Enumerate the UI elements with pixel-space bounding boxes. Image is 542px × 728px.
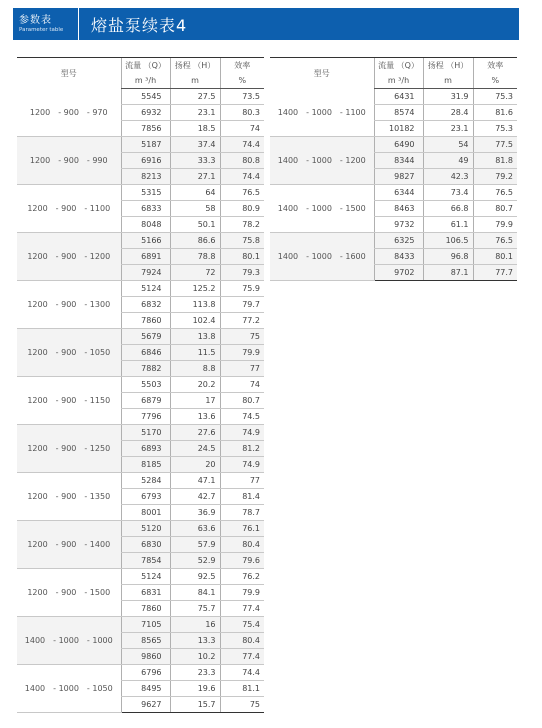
flow-cell: 6833 [121, 201, 170, 217]
flow-cell: 5503 [121, 377, 170, 393]
flow-cell: 6793 [121, 489, 170, 505]
head-cell: 72 [170, 265, 220, 281]
efficiency-cell: 80.8 [220, 153, 264, 169]
flow-cell: 5315 [121, 185, 170, 201]
flow-cell: 8048 [121, 217, 170, 233]
head-cell: 27.6 [170, 425, 220, 441]
efficiency-cell: 81.4 [220, 489, 264, 505]
flow-cell: 6891 [121, 249, 170, 265]
head-cell: 28.4 [423, 105, 473, 121]
efficiency-cell: 79.6 [220, 553, 264, 569]
model-cell: 1200 - 900 - 970 [17, 89, 121, 137]
model-cell: 1200 - 900 - 1100 [17, 185, 121, 233]
flow-cell: 7924 [121, 265, 170, 281]
head-cell: 23.1 [170, 105, 220, 121]
efficiency-cell: 80.7 [473, 201, 517, 217]
flow-cell: 6879 [121, 393, 170, 409]
head-cell: 27.1 [170, 169, 220, 185]
efficiency-cell: 75.3 [473, 121, 517, 137]
head-cell: 96.8 [423, 249, 473, 265]
col-header-eff: 效率 [220, 58, 264, 74]
head-cell: 31.9 [423, 89, 473, 105]
head-cell: 102.4 [170, 313, 220, 329]
head-cell: 47.1 [170, 473, 220, 489]
head-cell: 86.6 [170, 233, 220, 249]
head-cell: 49 [423, 153, 473, 169]
head-cell: 78.8 [170, 249, 220, 265]
flow-cell: 8213 [121, 169, 170, 185]
flow-cell: 6325 [374, 233, 423, 249]
head-cell: 61.1 [423, 217, 473, 233]
head-cell: 50.1 [170, 217, 220, 233]
table-body-right [270, 89, 517, 281]
table-row [17, 569, 264, 585]
section-tag [13, 8, 79, 40]
model-cell: 1400 - 1000 - 1600 [270, 233, 374, 281]
head-cell: 42.3 [423, 169, 473, 185]
flow-cell: 9860 [121, 649, 170, 665]
efficiency-cell: 79.3 [220, 265, 264, 281]
flow-cell: 6344 [374, 185, 423, 201]
col-unit-head: m [170, 73, 220, 89]
table-row [17, 233, 264, 249]
efficiency-cell: 75.8 [220, 233, 264, 249]
head-cell: 64 [170, 185, 220, 201]
efficiency-cell: 81.8 [473, 153, 517, 169]
efficiency-cell: 77.5 [473, 137, 517, 153]
head-cell: 15.7 [170, 697, 220, 713]
flow-cell: 8463 [374, 201, 423, 217]
efficiency-cell: 80.4 [220, 633, 264, 649]
model-cell: 1400 - 1000 - 1200 [270, 137, 374, 185]
flow-cell: 6832 [121, 297, 170, 313]
head-cell: 19.6 [170, 681, 220, 697]
head-cell: 92.5 [170, 569, 220, 585]
head-cell: 18.5 [170, 121, 220, 137]
head-cell: 33.3 [170, 153, 220, 169]
parameter-table-right [270, 57, 517, 281]
efficiency-cell: 75.4 [220, 617, 264, 633]
flow-cell: 6893 [121, 441, 170, 457]
head-cell: 63.6 [170, 521, 220, 537]
efficiency-cell: 81.1 [220, 681, 264, 697]
efficiency-cell: 79.7 [220, 297, 264, 313]
model-cell: 1200 - 900 - 1250 [17, 425, 121, 473]
model-cell: 1400 - 1000 - 1000 [17, 617, 121, 665]
table-row [17, 617, 264, 633]
col-header-model: 型号 [17, 58, 121, 89]
section-tag-cn: 参数表 [19, 14, 52, 26]
flow-cell: 10182 [374, 121, 423, 137]
head-cell: 27.5 [170, 89, 220, 105]
efficiency-cell: 74 [220, 377, 264, 393]
model-cell: 1200 - 900 - 1400 [17, 521, 121, 569]
efficiency-cell: 74.5 [220, 409, 264, 425]
efficiency-cell: 75 [220, 329, 264, 345]
flow-cell: 7105 [121, 617, 170, 633]
head-cell: 58 [170, 201, 220, 217]
model-cell: 1200 - 900 - 990 [17, 137, 121, 185]
flow-cell: 7860 [121, 313, 170, 329]
head-cell: 23.3 [170, 665, 220, 681]
efficiency-cell: 75.9 [220, 281, 264, 297]
flow-cell: 5679 [121, 329, 170, 345]
flow-cell: 9827 [374, 169, 423, 185]
col-header-eff: 效率 [473, 58, 517, 74]
flow-cell: 8185 [121, 457, 170, 473]
model-cell: 1200 - 900 - 1350 [17, 473, 121, 521]
head-cell: 42.7 [170, 489, 220, 505]
efficiency-cell: 80.3 [220, 105, 264, 121]
efficiency-cell: 79.2 [473, 169, 517, 185]
flow-cell: 6830 [121, 537, 170, 553]
table-row [17, 665, 264, 681]
flow-cell: 7854 [121, 553, 170, 569]
flow-cell: 7860 [121, 601, 170, 617]
table-row [17, 425, 264, 441]
efficiency-cell: 79.9 [220, 585, 264, 601]
head-cell: 13.8 [170, 329, 220, 345]
head-cell: 16 [170, 617, 220, 633]
col-header-flow: 流量 （Q） [121, 58, 170, 74]
efficiency-cell: 80.7 [220, 393, 264, 409]
head-cell: 10.2 [170, 649, 220, 665]
head-cell: 125.2 [170, 281, 220, 297]
efficiency-cell: 75 [220, 697, 264, 713]
head-cell: 52.9 [170, 553, 220, 569]
col-header-head: 扬程 （H） [170, 58, 220, 74]
efficiency-cell: 77.7 [473, 265, 517, 281]
model-cell: 1400 - 1000 - 1050 [17, 665, 121, 713]
efficiency-cell: 73.5 [220, 89, 264, 105]
flow-cell: 5545 [121, 89, 170, 105]
flow-cell: 9627 [121, 697, 170, 713]
efficiency-cell: 76.5 [473, 233, 517, 249]
table-row [270, 233, 517, 249]
flow-cell: 8001 [121, 505, 170, 521]
efficiency-cell: 74.4 [220, 665, 264, 681]
flow-cell: 7856 [121, 121, 170, 137]
head-cell: 36.9 [170, 505, 220, 521]
col-header-flow: 流量 （Q） [374, 58, 423, 74]
head-cell: 20 [170, 457, 220, 473]
flow-cell: 7796 [121, 409, 170, 425]
efficiency-cell: 78.2 [220, 217, 264, 233]
head-cell: 17 [170, 393, 220, 409]
table-row [17, 89, 264, 105]
flow-cell: 8574 [374, 105, 423, 121]
efficiency-cell: 77 [220, 473, 264, 489]
flow-cell: 7882 [121, 361, 170, 377]
head-cell: 66.8 [423, 201, 473, 217]
head-cell: 75.7 [170, 601, 220, 617]
table-row [17, 521, 264, 537]
efficiency-cell: 77.4 [220, 601, 264, 617]
head-cell: 37.4 [170, 137, 220, 153]
efficiency-cell: 74.4 [220, 137, 264, 153]
flow-cell: 9732 [374, 217, 423, 233]
head-cell: 106.5 [423, 233, 473, 249]
head-cell: 20.2 [170, 377, 220, 393]
table-row [17, 377, 264, 393]
model-cell: 1200 - 900 - 1300 [17, 281, 121, 329]
efficiency-cell: 76.5 [220, 185, 264, 201]
model-cell: 1200 - 900 - 1150 [17, 377, 121, 425]
page-title: 熔盐泵续表4 [91, 15, 188, 35]
efficiency-cell: 80.4 [220, 537, 264, 553]
flow-cell: 6846 [121, 345, 170, 361]
table-body-left [17, 89, 264, 713]
head-cell: 8.8 [170, 361, 220, 377]
head-cell: 113.8 [170, 297, 220, 313]
efficiency-cell: 79.9 [473, 217, 517, 233]
table-row [17, 329, 264, 345]
flow-cell: 8344 [374, 153, 423, 169]
efficiency-cell: 77 [220, 361, 264, 377]
col-unit-eff: % [473, 73, 517, 89]
efficiency-cell: 78.7 [220, 505, 264, 521]
model-cell: 1400 - 1000 - 1500 [270, 185, 374, 233]
flow-cell: 5124 [121, 281, 170, 297]
parameter-table-left [17, 57, 264, 713]
flow-cell: 5166 [121, 233, 170, 249]
head-cell: 13.3 [170, 633, 220, 649]
table-row [17, 281, 264, 297]
efficiency-cell: 76.1 [220, 521, 264, 537]
flow-cell: 6916 [121, 153, 170, 169]
head-cell: 13.6 [170, 409, 220, 425]
flow-cell: 6431 [374, 89, 423, 105]
model-cell: 1400 - 1000 - 1100 [270, 89, 374, 137]
efficiency-cell: 80.1 [473, 249, 517, 265]
page-header [13, 8, 519, 40]
col-header-model: 型号 [270, 58, 374, 89]
efficiency-cell: 81.2 [220, 441, 264, 457]
flow-cell: 5170 [121, 425, 170, 441]
efficiency-cell: 74.9 [220, 457, 264, 473]
flow-cell: 6831 [121, 585, 170, 601]
model-cell: 1200 - 900 - 1200 [17, 233, 121, 281]
head-cell: 87.1 [423, 265, 473, 281]
efficiency-cell: 77.4 [220, 649, 264, 665]
model-cell: 1200 - 900 - 1500 [17, 569, 121, 617]
head-cell: 23.1 [423, 121, 473, 137]
flow-cell: 5120 [121, 521, 170, 537]
flow-cell: 5187 [121, 137, 170, 153]
flow-cell: 6796 [121, 665, 170, 681]
efficiency-cell: 75.3 [473, 89, 517, 105]
head-cell: 24.5 [170, 441, 220, 457]
col-unit-flow: m ³/h [121, 73, 170, 89]
head-cell: 73.4 [423, 185, 473, 201]
head-cell: 54 [423, 137, 473, 153]
flow-cell: 8565 [121, 633, 170, 649]
efficiency-cell: 76.2 [220, 569, 264, 585]
table-row [270, 185, 517, 201]
head-cell: 11.5 [170, 345, 220, 361]
efficiency-cell: 74 [220, 121, 264, 137]
table-row [17, 473, 264, 489]
table-row [17, 137, 264, 153]
head-cell: 57.9 [170, 537, 220, 553]
efficiency-cell: 77.2 [220, 313, 264, 329]
col-unit-head: m [423, 73, 473, 89]
table-row [270, 137, 517, 153]
flow-cell: 8495 [121, 681, 170, 697]
flow-cell: 8433 [374, 249, 423, 265]
efficiency-cell: 79.9 [220, 345, 264, 361]
efficiency-cell: 76.5 [473, 185, 517, 201]
flow-cell: 5124 [121, 569, 170, 585]
efficiency-cell: 74.4 [220, 169, 264, 185]
col-unit-eff: % [220, 73, 264, 89]
head-cell: 84.1 [170, 585, 220, 601]
efficiency-cell: 80.1 [220, 249, 264, 265]
model-cell: 1200 - 900 - 1050 [17, 329, 121, 377]
flow-cell: 6932 [121, 105, 170, 121]
efficiency-cell: 74.9 [220, 425, 264, 441]
efficiency-cell: 80.9 [220, 201, 264, 217]
section-tag-en: Parameter table [19, 26, 64, 33]
flow-cell: 9702 [374, 265, 423, 281]
col-header-head: 扬程 （H） [423, 58, 473, 74]
table-row [17, 185, 264, 201]
table-row [270, 89, 517, 105]
col-unit-flow: m ³/h [374, 73, 423, 89]
flow-cell: 6490 [374, 137, 423, 153]
efficiency-cell: 81.6 [473, 105, 517, 121]
flow-cell: 5284 [121, 473, 170, 489]
